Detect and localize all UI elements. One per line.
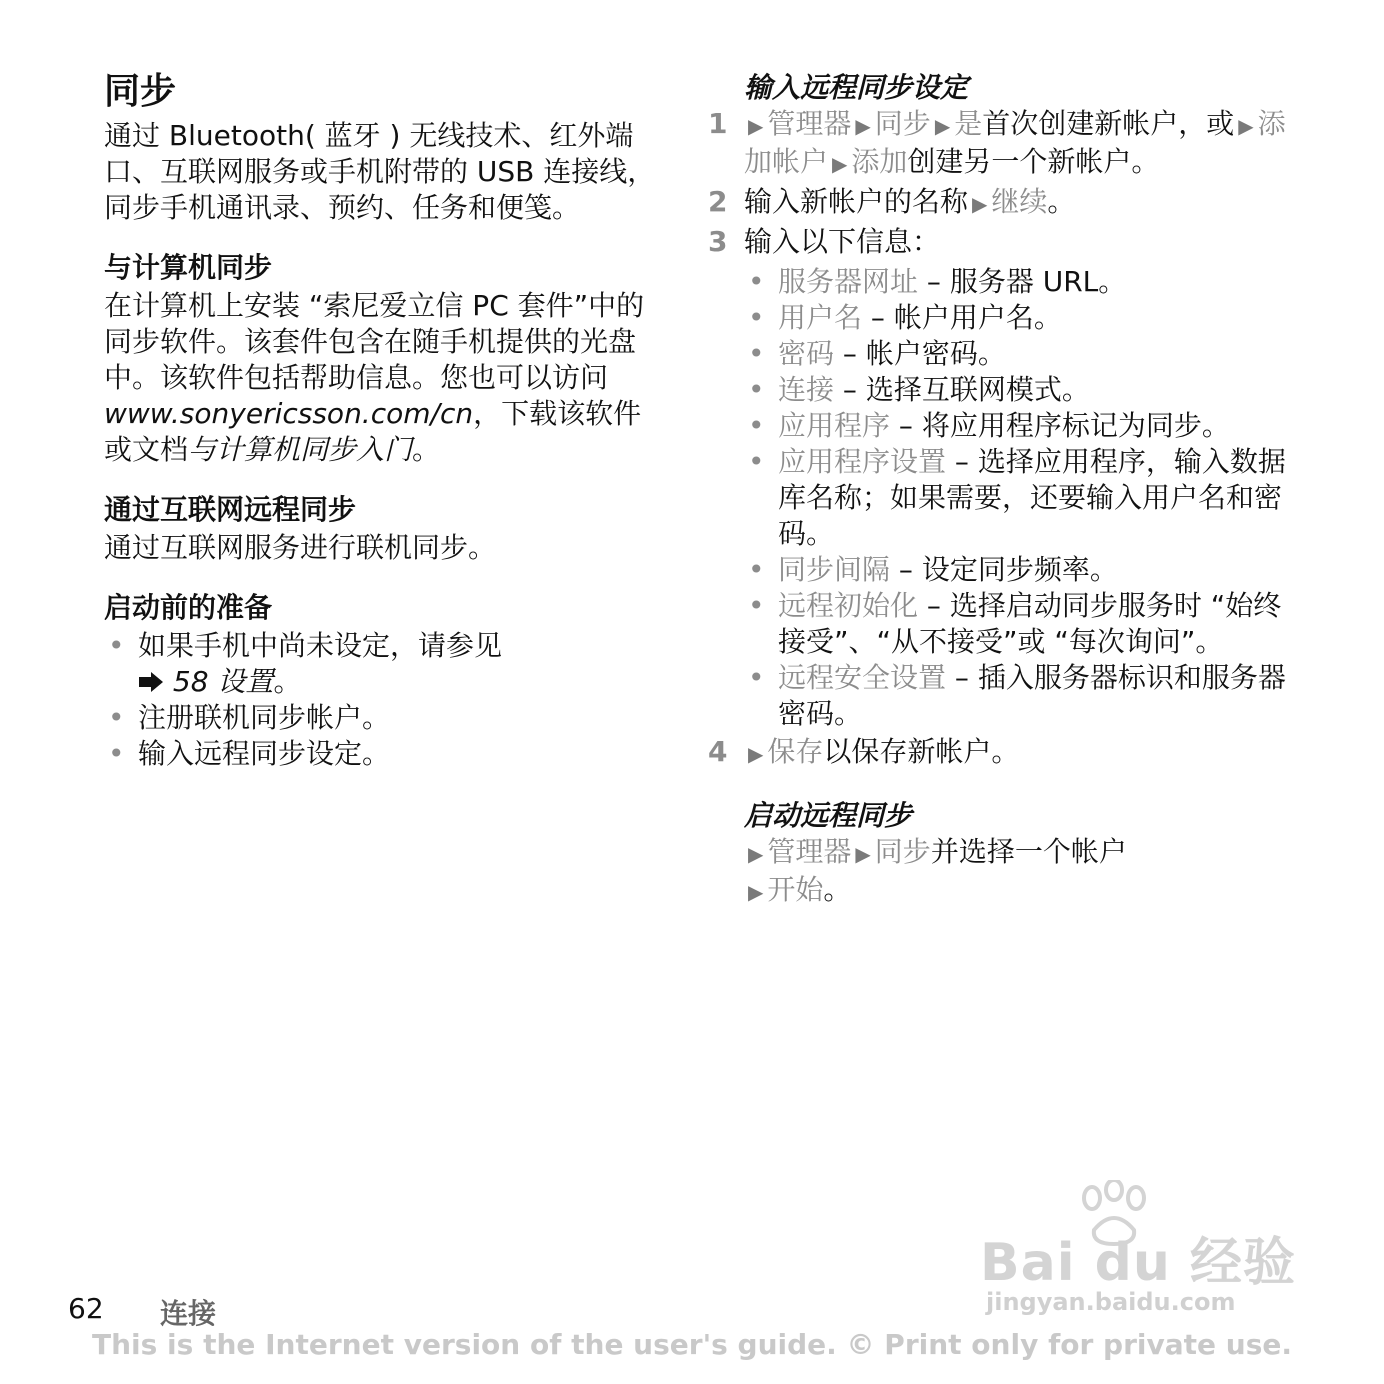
field-label: 同步间隔	[778, 553, 891, 586]
start-sync-end: 。	[823, 873, 852, 906]
list-item	[744, 660, 1308, 732]
step-number: 4	[708, 735, 728, 768]
field-desc: – 帐户用户名。	[862, 301, 1062, 334]
triangle-right-icon: ▶	[855, 842, 871, 866]
field-label: 应用程序设置	[778, 445, 947, 478]
list-item	[744, 300, 1308, 336]
step-number: 2	[708, 185, 728, 218]
start-sync-text: 并选择一个帐户	[930, 835, 1127, 868]
list-item	[744, 372, 1308, 408]
pc-sync-text-1: 在计算机上安装 “索尼爱立信 PC 套件”中的同步软件。该套件包含在随手机提供的光盘中。该软件包括帮助信息。您也可以访问	[104, 289, 645, 394]
step-2-end: 。	[1047, 185, 1076, 218]
menu-sync: 同步	[874, 107, 931, 140]
step-number: 1	[708, 107, 728, 140]
field-desc: – 选择应用程序，输入数据库名称；如果需要，还要输入用户名和密码。	[778, 445, 1286, 550]
menu-manager: 管理器	[767, 107, 852, 140]
copyright-note: This is the Internet version of the user's guide. © Print only for private use.	[92, 1328, 1292, 1361]
step-1-text-1: 首次创建新帐户，或	[982, 107, 1235, 140]
field-label: 连接	[778, 373, 835, 406]
field-desc: – 服务器 URL。	[918, 265, 1127, 298]
before-start-heading: 启动前的准备	[104, 591, 273, 624]
list-item	[744, 552, 1308, 588]
step-4	[708, 734, 1308, 772]
triangle-right-icon: ▶	[934, 114, 951, 138]
remote-sync-paragraph: 通过互联网服务进行联机同步。	[104, 531, 497, 564]
left-column	[104, 70, 664, 772]
pc-sync-paragraph	[104, 288, 664, 468]
field-label: 服务器网址	[778, 265, 919, 298]
step-number: 3	[708, 225, 728, 258]
settings-steps	[708, 106, 1308, 772]
watermark-logo-text: Bai du 经验	[980, 1233, 1296, 1293]
field-desc: – 设定同步频率。	[890, 553, 1118, 586]
settings-heading: 输入远程同步设定	[744, 71, 969, 104]
step-3-text: 输入以下信息：	[744, 225, 941, 258]
step-2	[708, 184, 1308, 222]
field-desc: – 选择互联网模式。	[834, 373, 1090, 406]
baidu-watermark	[980, 1180, 1310, 1320]
menu-add-account: 添加帐户	[744, 107, 1286, 178]
pc-sync-text-3: 。	[412, 433, 441, 466]
doc-title: 与计算机同步入门	[188, 433, 413, 466]
step-3	[708, 224, 1308, 732]
softkey-add: 添加	[851, 145, 908, 178]
page-number: 62	[68, 1292, 104, 1325]
settings-field-list	[744, 264, 1308, 732]
step-1-text-2: 创建另一个新帐户。	[907, 145, 1160, 178]
list-item	[744, 264, 1308, 300]
softkey-save: 保存	[767, 735, 824, 768]
field-label: 用户名	[778, 301, 863, 334]
triangle-right-icon: ▶	[748, 880, 764, 904]
step-2-text: 输入新帐户的名称	[744, 185, 969, 218]
field-desc: – 插入服务器标识和服务器密码。	[778, 661, 1286, 730]
before-start-item-3: 输入远程同步设定。	[138, 737, 391, 770]
before-start-item-1-end: 。	[273, 665, 302, 698]
softkey-continue: 继续	[991, 185, 1048, 218]
triangle-right-icon: ▶	[855, 114, 871, 138]
triangle-right-icon: ▶	[748, 114, 764, 138]
before-start-item-1: 如果手机中尚未设定，请参见	[138, 629, 503, 662]
list-item	[104, 628, 664, 700]
page-title: 同步	[104, 71, 177, 112]
arrow-right-icon	[138, 665, 164, 698]
field-label: 密码	[778, 337, 835, 370]
watermark-url: jingyan.baidu.com	[986, 1288, 1236, 1316]
field-desc: – 选择启动同步服务时 “始终接受”、“从不接受”或 “每次询问”。	[778, 589, 1282, 658]
step-1	[708, 106, 1308, 182]
right-column	[708, 70, 1308, 910]
list-item	[744, 588, 1308, 660]
field-desc: – 将应用程序标记为同步。	[890, 409, 1230, 442]
triangle-right-icon: ▶	[748, 842, 764, 866]
start-sync-line-1	[744, 834, 1308, 872]
field-desc: – 帐户密码。	[834, 337, 1006, 370]
step-4-text: 以保存新帐户。	[823, 735, 1020, 768]
list-item	[104, 736, 664, 772]
triangle-right-icon: ▶	[832, 152, 848, 176]
start-sync-heading: 启动远程同步	[744, 799, 913, 832]
intro-paragraph: 通过 Bluetooth( 蓝牙 ) 无线技术、红外端口、互联网服务或手机附带的 USB 连接线，同步手机通讯录、预约、任务和便笺。	[104, 119, 656, 224]
section-name: 连接	[160, 1297, 217, 1330]
start-sync-line-2	[744, 872, 1308, 910]
list-item	[744, 444, 1308, 552]
menu-manager: 管理器	[767, 835, 852, 868]
settings-reference-link[interactable]: 58 设置	[172, 665, 274, 698]
before-start-item-2: 注册联机同步帐户。	[138, 701, 391, 734]
pc-sync-heading: 与计算机同步	[104, 251, 273, 284]
field-label: 远程安全设置	[778, 661, 947, 694]
triangle-right-icon: ▶	[1238, 114, 1254, 138]
pc-sync-text-2: ，下载该软件或文档	[104, 397, 642, 466]
triangle-right-icon: ▶	[748, 742, 764, 766]
list-item	[104, 700, 664, 736]
sonyericsson-link[interactable]: www.sonyericsson.com/cn	[104, 397, 474, 430]
triangle-right-icon: ▶	[972, 192, 988, 216]
before-start-list	[104, 628, 664, 772]
softkey-yes: 是	[954, 107, 983, 140]
menu-sync: 同步	[874, 835, 931, 868]
softkey-start: 开始	[767, 873, 824, 906]
field-label: 远程初始化	[778, 589, 919, 622]
remote-sync-heading: 通过互联网远程同步	[104, 493, 357, 526]
list-item	[744, 408, 1308, 444]
list-item	[744, 336, 1308, 372]
field-label: 应用程序	[778, 409, 891, 442]
